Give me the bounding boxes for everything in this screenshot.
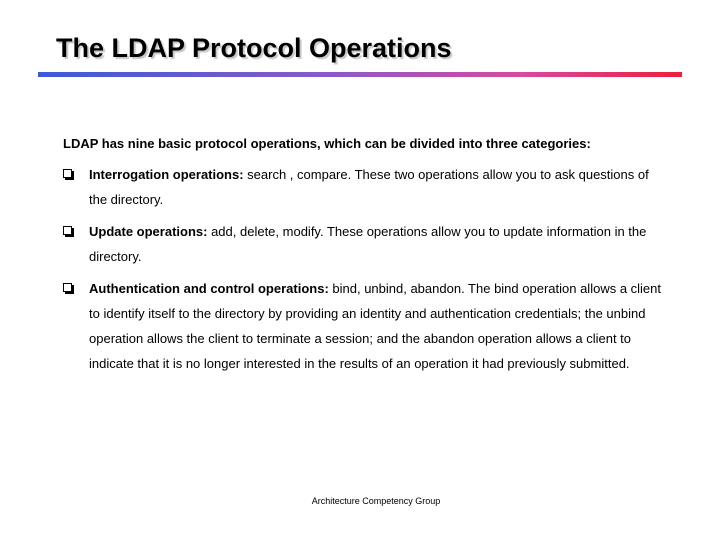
list-item-interrogation: [63, 162, 663, 212]
bullet-text: search , compare. These two operations allow you to ask questions of the directory.: [89, 167, 649, 207]
slide-title: The LDAP Protocol Operations: [56, 33, 452, 63]
bullet-text: add, delete, modify. These operations allow you to update information in the directory.: [89, 224, 647, 264]
footer-text: Architecture Competency Group: [311, 496, 441, 506]
title-underline-rule: [38, 72, 682, 77]
list-item-authentication: [63, 276, 663, 376]
checkbox-bullet-icon: [63, 226, 72, 235]
checkbox-bullet-icon: [63, 169, 72, 178]
bullet-lead: Authentication and control operations:: [89, 281, 329, 296]
bullet-lead: Interrogation operations:: [89, 167, 244, 182]
intro-text: LDAP has nine basic protocol operations, which can be divided into three categories:: [63, 136, 591, 151]
bullet-lead: Update operations:: [89, 224, 208, 239]
bullet-text: bind, unbind, abandon. The bind operation allows a client to identify itself to the directory by providing an identity and authentication credentials; the unbind operation allows the client to terminate a session; and the abandon operation allows a client to indicate that it is no longer interested in the results of an operation it had previously submitted.: [89, 281, 662, 371]
checkbox-bullet-icon: [63, 283, 72, 292]
list-item-update: [63, 219, 663, 269]
operations-list: [63, 162, 663, 383]
